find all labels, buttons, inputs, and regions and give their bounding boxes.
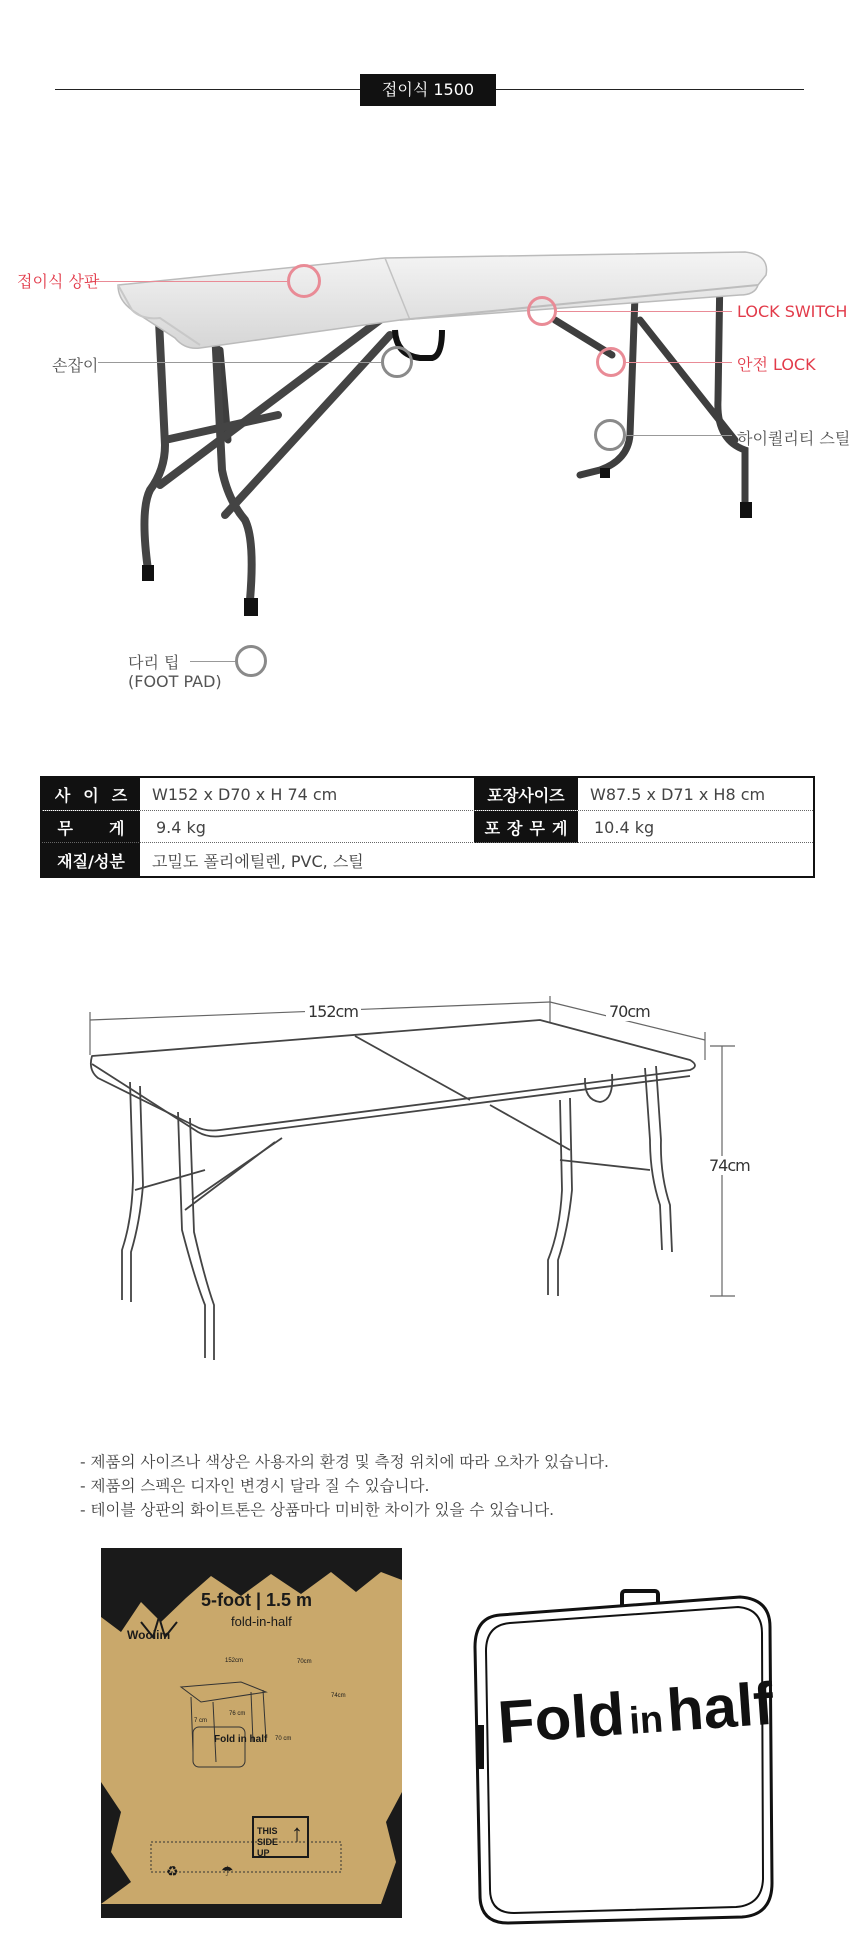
callout-safetylock-label: 안전 LOCK (737, 355, 816, 374)
spec-size-value: W152 x D70 x H 74 cm (152, 784, 338, 804)
box-this-side-up: THIS SIDE UP (257, 1826, 279, 1858)
callout-handle-leader (98, 362, 381, 363)
callout-top-leader (90, 281, 287, 282)
spec-packweight-value: 10.4 kg (594, 817, 655, 837)
spec-row-size (42, 778, 813, 810)
box-bottom-band (101, 1904, 402, 1918)
dim-height-label: 74cm (706, 1156, 753, 1175)
callout-steel-leader (626, 435, 732, 436)
spec-packsize-value: W87.5 x D71 x H8 cm (590, 784, 766, 804)
callout-safetylock-circle (596, 347, 626, 377)
spec-packweight-label: 포장무게 (474, 811, 578, 843)
callout-foot-circle (235, 645, 267, 677)
header-rule-right (496, 89, 804, 90)
callout-foot-label: 다리 팁 (128, 653, 180, 672)
spec-row-material (42, 842, 813, 877)
callout-handle-circle (381, 346, 413, 378)
box-top-band (101, 1548, 402, 1562)
box-dim-76: 76 cm (229, 1711, 246, 1717)
table-illustration (0, 200, 860, 700)
callout-safetylock-leader (626, 362, 732, 363)
callout-lockswitch-label: LOCK SWITCH (737, 302, 848, 321)
folded-label-fold: Fold (495, 1680, 627, 1756)
note-item: - 제품의 사이즈나 색상은 사용자의 환경 및 측정 위치에 따라 오차가 있습니다. (80, 1453, 609, 1471)
box-dim-d: 70cm (297, 1659, 312, 1665)
notes-list (80, 1450, 609, 1522)
note-item: - 테이블 상판의 화이트톤은 상품마다 미비한 차이가 있을 수 있습니다. (80, 1501, 555, 1519)
callout-handle-label: 손잡이 (52, 356, 99, 375)
box-dim-h: 74cm (331, 1693, 346, 1699)
spec-size-label: 사이즈 (42, 778, 140, 810)
spec-row-weight (42, 810, 813, 843)
box-mini-fold: Fold in half (214, 1734, 268, 1745)
callout-steel-circle (594, 419, 626, 451)
callout-top-label: 접이식 상판 (17, 272, 100, 291)
page-title: 접이식 1500 (360, 74, 496, 106)
spec-weight-label: 무게 (42, 811, 140, 843)
dimension-drawing (0, 960, 860, 1420)
callout-footpad-label: (FOOT PAD) (128, 672, 222, 691)
dim-depth-label: 70cm (606, 1002, 653, 1021)
box-dim-7: 7 cm (194, 1718, 208, 1724)
spec-table (40, 776, 815, 878)
arrow-up-icon: ↑ (291, 1820, 303, 1847)
box-dim-70: 70 cm (275, 1736, 292, 1742)
header-rule-left (55, 89, 360, 90)
box-fold-subtitle: fold-in-half (231, 1614, 292, 1629)
callout-steel-label: 하이퀄리티 스틸 (737, 429, 851, 448)
box-size-title: 5-foot | 1.5 m (201, 1590, 313, 1610)
dim-width-label: 152cm (305, 1002, 361, 1021)
package-box (101, 1548, 402, 1918)
spec-packsize-label: 포장사이즈 (474, 778, 578, 810)
callout-foot-leader (190, 661, 235, 662)
folded-label-half: half (664, 1669, 776, 1745)
box-brand: Woolim (127, 1628, 171, 1642)
callout-top-circle (287, 264, 321, 298)
callout-lockswitch-circle (527, 296, 557, 326)
folded-label-in: in (627, 1698, 665, 1743)
callout-lockswitch-leader (557, 311, 732, 312)
note-item: - 제품의 스펙은 디자인 변경시 달라 질 수 있습니다. (80, 1477, 430, 1495)
spec-material-value: 고밀도 폴리에틸렌, PVC, 스틸 (152, 851, 364, 871)
spec-weight-value: 9.4 kg (156, 817, 206, 837)
box-dim-w: 152cm (225, 1658, 244, 1664)
recycle-icon: ♻ (166, 1863, 179, 1879)
umbrella-icon: ☂ (221, 1863, 234, 1879)
spec-material-label: 재질/성분 (42, 843, 140, 877)
